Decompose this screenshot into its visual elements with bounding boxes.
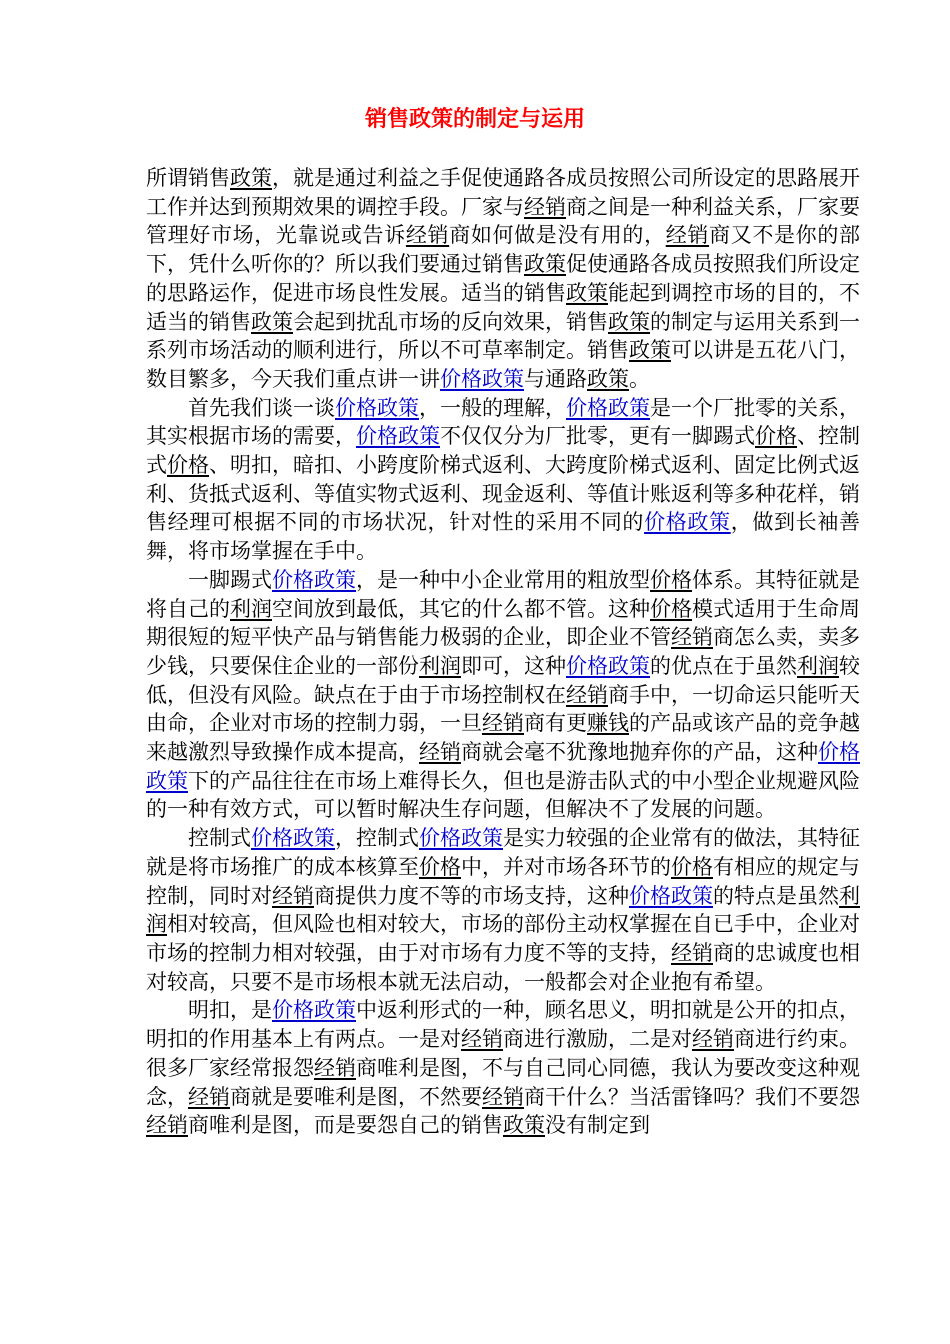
hyperlink[interactable]: 价格政策: [146, 740, 860, 793]
text-run: 有相应的规定与控制，同时对: [146, 854, 860, 908]
text-run: 商有更: [524, 711, 587, 736]
text-run: 商之间是一种利益关系，厂家要管理好市场，光靠说或告诉: [146, 194, 860, 248]
underlined-keyword: 利润: [230, 596, 272, 621]
paragraph: [146, 566, 860, 824]
underlined-keyword: 经销: [671, 625, 713, 650]
underlined-keyword: 经销: [272, 883, 314, 908]
text-run: 商手中，一切命运只能听天由命，企业对市场的控制力弱，一旦: [146, 682, 860, 736]
underlined-keyword: 经销: [188, 1084, 230, 1109]
underlined-keyword: 经销: [566, 682, 608, 707]
text-run: 没有制定到: [545, 1113, 650, 1138]
underlined-keyword: 经销: [692, 1027, 734, 1052]
text-run: 。: [629, 366, 650, 391]
text-run: 会起到扰乱市场的反向效果，销售: [293, 309, 608, 334]
underlined-keyword: 政策: [503, 1113, 545, 1138]
text-run: 首先我们谈一谈: [188, 395, 335, 420]
hyperlink[interactable]: 价格政策: [440, 366, 524, 391]
underlined-keyword: 政策: [230, 166, 272, 190]
text-run: 明扣，是: [188, 998, 272, 1023]
underlined-keyword: 赚钱: [587, 711, 629, 736]
paragraph: [146, 996, 860, 1140]
underlined-keyword: 经销: [665, 223, 710, 248]
underlined-keyword: 价格: [650, 567, 692, 592]
underlined-keyword: 价格: [167, 453, 209, 478]
text-run: 商进行约束。很多厂家经常报怨: [146, 1027, 860, 1080]
text-run: 下的产品往往在市场上难得长久，但也是游击队式的中小型企业规避风险的一种有效方式，可以暂时解决生存问题，但解决不了发展的问题。: [146, 768, 860, 822]
text-run: 、控制式: [146, 424, 860, 478]
text-run: 模式适用于生命周期很短的短平快产品与销售能力极弱的企业，即企业不管: [146, 596, 860, 650]
text-run: ，做到长袖善舞，将市场掌握在手中。: [146, 510, 860, 564]
text-run: 的制定与运用关系到一系列市场活动的顺利进行，所以不可草率制定。销售: [146, 309, 860, 363]
document-title: 销售政策的制定与运用: [364, 106, 585, 132]
text-run: 是实力较强的企业常有的做法，其特征就是将市场推广的成本核算至: [146, 826, 860, 879]
hyperlink[interactable]: 价格政策: [356, 424, 440, 449]
hyperlink[interactable]: 价格政策: [272, 998, 356, 1023]
underlined-keyword: 经销: [405, 223, 450, 248]
underlined-keyword: 经销: [314, 1055, 356, 1080]
text-run: 商怎么卖，卖多少钱，只要保住企业的一部份: [146, 625, 860, 678]
underlined-keyword: 政策: [608, 309, 650, 334]
hyperlink[interactable]: 价格政策: [566, 395, 650, 420]
paragraph: [146, 394, 860, 566]
text-run: 商唯利是图，不与自己同心同德，我认为要改变这种观念，: [146, 1055, 860, 1109]
underlined-keyword: 价格: [419, 854, 461, 879]
text-run: 不仅仅分为厂批零，更有一脚踢式: [440, 424, 755, 449]
text-run: 商又不是你的部下，凭什么听你的？所以我们要通过销售: [146, 223, 860, 277]
underlined-keyword: 经销: [671, 940, 713, 965]
text-run: 商的忠诚度也相对较高，只要不是市场根本就无法启动，一般都会对企业抱有希望。: [146, 940, 860, 994]
hyperlink[interactable]: 价格政策: [566, 653, 650, 678]
text-run: 商干什么？当活雷锋吗？我们不要怨: [524, 1084, 860, 1109]
text-run: 商唯利是图，而是要怨自己的销售: [188, 1113, 503, 1138]
text-run: 的优点在于虽然: [650, 653, 797, 678]
hyperlink[interactable]: 价格政策: [251, 826, 335, 851]
paragraph: [146, 824, 860, 996]
text-run: 是一个厂批零的关系，其实根据市场的需要，: [146, 395, 860, 449]
underlined-keyword: 利润: [419, 653, 461, 678]
text-run: 相对较高，但风险也相对较大，市场的部份主动权掌握在自已手中，企业对市场的控制力相对较强，由于对市场有力度不等的支持，: [146, 912, 860, 965]
underlined-keyword: 价格: [671, 854, 713, 879]
text-run: 所谓销售: [146, 166, 230, 190]
underlined-keyword: 政策: [587, 366, 629, 391]
text-run: 的特点是虽然: [713, 883, 839, 908]
underlined-keyword: 利润: [797, 653, 839, 678]
underlined-keyword: 政策: [251, 309, 293, 334]
text-run: 商就会毫不犹豫地抛弃你的产品，这种: [461, 740, 818, 765]
text-run: ，一般的理解，: [419, 395, 566, 420]
text-run: 商就是要唯利是图，不然要: [230, 1084, 482, 1109]
underlined-keyword: 经销: [146, 1113, 188, 1138]
text-run: 可以讲是五花八门，数目繁多，今天我们重点讲一讲: [146, 338, 860, 391]
text-run: ，控制式: [335, 826, 419, 851]
hyperlink[interactable]: 价格政策: [335, 395, 419, 420]
text-run: 一脚踢式: [188, 567, 272, 592]
underlined-keyword: 政策: [566, 280, 608, 305]
underlined-keyword: 价格: [755, 424, 797, 449]
text-run: 商如何做是没有用的，: [449, 223, 666, 248]
underlined-keyword: 政策: [629, 338, 671, 363]
text-run: ，是一种中小企业常用的粗放型: [356, 567, 650, 592]
underlined-keyword: 政策: [524, 252, 566, 277]
hyperlink[interactable]: 价格政策: [629, 883, 713, 908]
text-run: 较低，但没有风险。缺点在于由于市场控制权在: [146, 653, 860, 707]
text-run: 的产品或该产品的竞争越来越激烈导致操作成本提高，: [146, 711, 860, 765]
text-run: 中，并对市场各环节的: [461, 854, 671, 879]
text-run: 与通路: [524, 366, 587, 391]
text-run: 即可，这种: [461, 653, 566, 678]
underlined-keyword: 经销: [482, 1084, 524, 1109]
hyperlink[interactable]: 价格政策: [272, 567, 356, 592]
underlined-keyword: 利润: [146, 883, 860, 937]
underlined-keyword: 经销: [482, 711, 524, 736]
text-run: 商进行激励，二是对: [503, 1027, 692, 1052]
text-run: 中返利形式的一种，顾名思义，明扣就是公开的扣点，明扣的作用基本上有两点。一是对: [146, 998, 860, 1052]
paragraph: [146, 164, 860, 394]
text-run: 能起到调控市场的目的，不适当的销售: [146, 280, 860, 334]
document-body: [146, 164, 860, 1140]
text-run: 、明扣，暗扣、小跨度阶梯式返利、大跨度阶梯式返利、固定比例式返利、货抵式返利、等值实物式返利、现金返利、等值计账返利等多种花样，销售经理可根据不同的市场状况，针对性的采用不同的: [146, 453, 860, 535]
text-run: 商提供力度不等的市场支持，这种: [314, 883, 629, 908]
text-run: 促使通路各成员按照我们所设定的思路运作，促进市场良性发展。适当的销售: [146, 252, 860, 305]
text-run: 空间放到最低，其它的什么都不管。这种: [272, 596, 650, 621]
underlined-keyword: 经销: [461, 1027, 503, 1052]
hyperlink[interactable]: 价格政策: [419, 826, 503, 851]
text-run: 控制式: [188, 826, 251, 851]
text-run: ，就是通过利益之手促使通路各成员按照公司所设定的思路展开工作并达到预期效果的调控手段。厂家与: [146, 166, 860, 219]
underlined-keyword: 价格: [650, 596, 692, 621]
underlined-keyword: 经销: [524, 194, 566, 219]
underlined-keyword: 经销: [419, 740, 461, 765]
hyperlink[interactable]: 价格政策: [644, 510, 731, 535]
text-run: 体系。其特征就是将自己的: [146, 567, 860, 621]
